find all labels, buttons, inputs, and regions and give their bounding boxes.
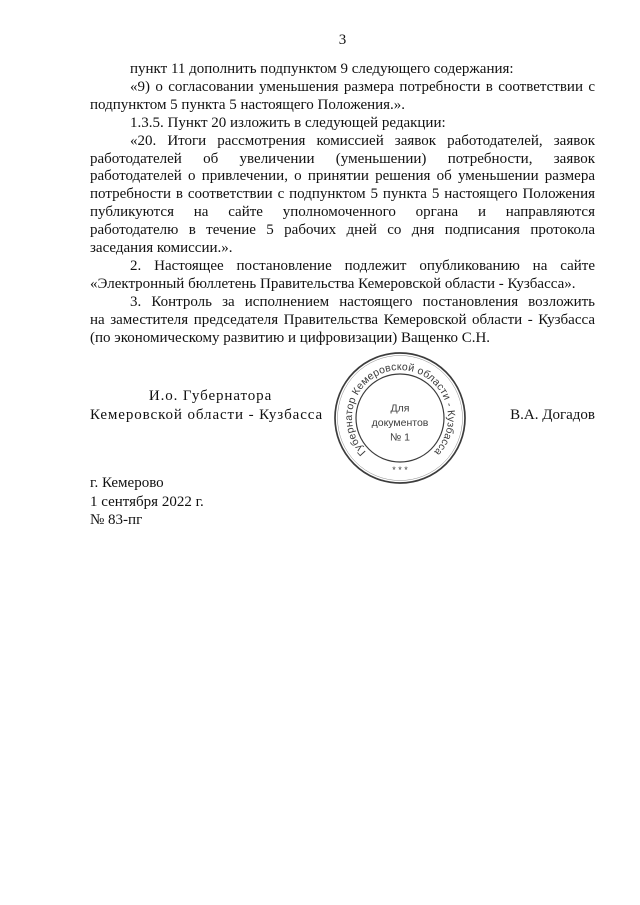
text-line: публикуются на сайте уполномоченного органа и направляются — [90, 204, 595, 221]
paragraph-1-3-5 — [90, 115, 595, 133]
signatory-name: В.А. Догадов — [510, 407, 595, 423]
text-line: работодателю в течение 5 рабочих дней со дня подписания протокола — [90, 222, 595, 239]
text-line: 2. Настоящее постановление подлежит опубликованию на сайте — [130, 257, 595, 274]
text-line: подпунктом 5 пункта 5 настоящего Положения.». — [90, 96, 406, 113]
issue-number: № 83-пг — [90, 512, 143, 529]
text-line: «20. Итоги рассмотрения комиссией заявок работодателей, заявок — [130, 132, 595, 149]
paragraph-publication — [90, 258, 595, 294]
signatory-position-line-1: И.о. Губернатора — [148, 388, 273, 404]
paragraph-amend-item-11 — [90, 61, 595, 79]
issue-city: г. Кемерово — [90, 475, 164, 491]
page-number: 3 — [338, 32, 347, 48]
stamp-stars: * * * — [392, 465, 408, 475]
paragraph-control — [90, 294, 595, 348]
text-line: на заместителя председателя Правительства Кемеровской области - Кузбасса — [90, 311, 595, 328]
issue-block — [90, 474, 204, 530]
paragraph-item-20 — [90, 133, 595, 258]
text-line: «Электронный бюллетень Правительства Кемеровской области - Кузбасса». — [90, 275, 576, 292]
stamp — [332, 350, 468, 486]
text-line: работодателей об увеличении (уменьшении) потребности, заявок — [90, 150, 595, 167]
paragraph-subitem-9 — [90, 79, 595, 115]
stamp-inner-line-2: документов — [371, 417, 429, 429]
stamp-inner-line-1: Для — [390, 402, 410, 415]
text-line: (по экономическому развитию и цифровизации) Ващенко С.Н. — [90, 329, 491, 346]
text-line: 3. Контроль за исполнением настоящего постановления возложить — [130, 293, 595, 310]
stamp-inner-line-3: № 1 — [389, 431, 411, 444]
text-line: пункт 11 дополнить подпунктом 9 следующего содержания: — [130, 61, 514, 77]
text-line: «9) о согласовании уменьшения размера потребности в соответствии с — [130, 78, 595, 95]
document-body — [90, 61, 595, 348]
text-line: потребности в соответствии с подпунктом 5 пункта 5 настоящего Положения — [90, 186, 595, 203]
issue-date: 1 сентября 2022 г. — [90, 493, 204, 510]
stamp-ring-text-path: Губернатор Кемеровской области - Кузбасса — [342, 360, 458, 459]
text-line: работодателей о привлечении, о принятии решения об уменьшении размера — [90, 168, 595, 185]
text-line: заседания комиссии.». — [90, 240, 233, 257]
signatory-position-line-2: Кемеровской области - Кузбасса — [90, 407, 324, 423]
text-line: 1.3.5. Пункт 20 изложить в следующей редакции: — [130, 114, 446, 131]
